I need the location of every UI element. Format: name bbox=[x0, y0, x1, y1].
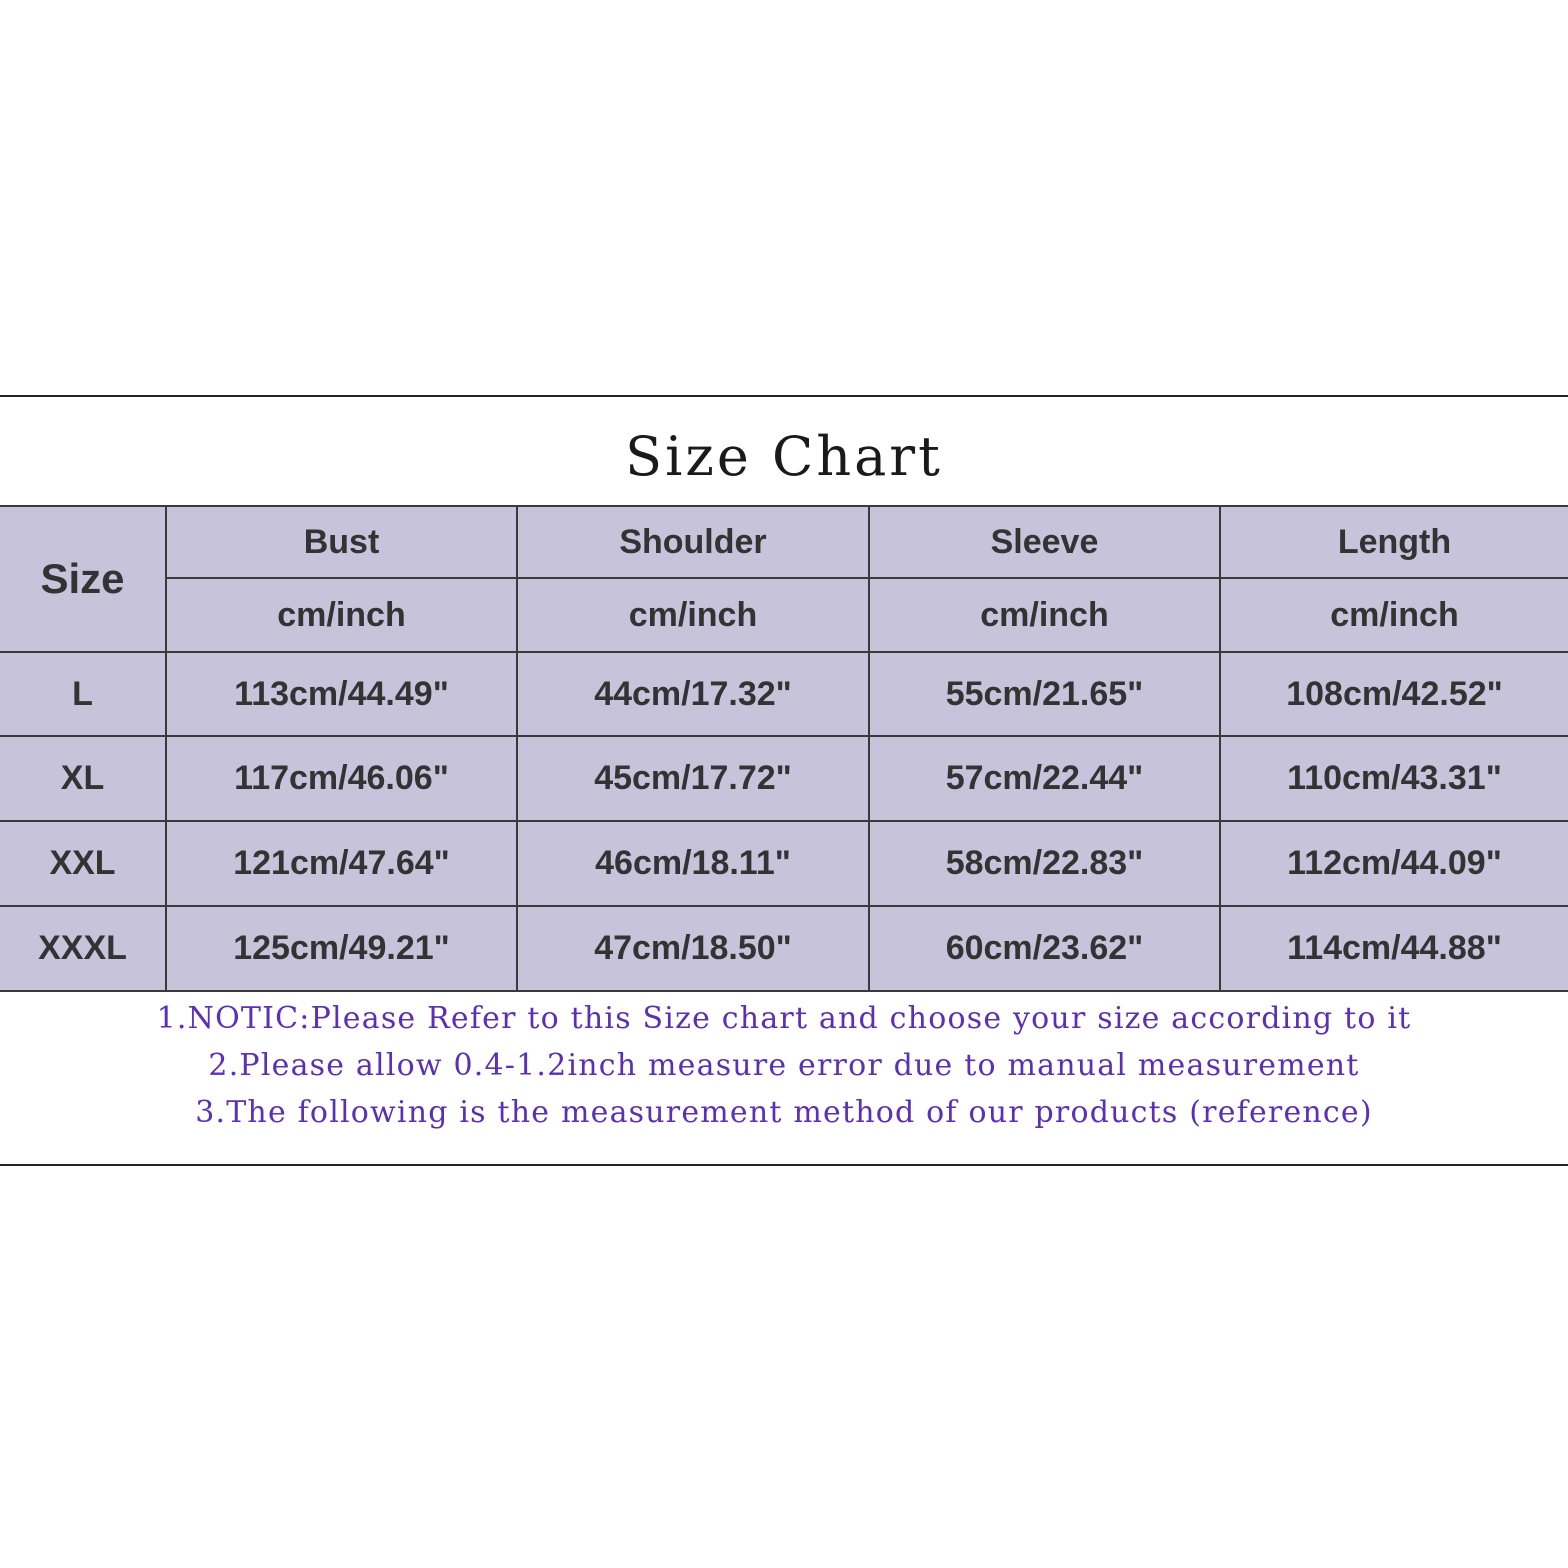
sleeve-value: 58cm/22.83" bbox=[869, 821, 1220, 906]
bust-value: 125cm/49.21" bbox=[166, 906, 517, 991]
bust-value: 117cm/46.06" bbox=[166, 736, 517, 821]
sleeve-value: 55cm/21.65" bbox=[869, 652, 1220, 736]
shoulder-value: 47cm/18.50" bbox=[517, 906, 869, 991]
shoulder-value: 46cm/18.11" bbox=[517, 821, 869, 906]
notes-section bbox=[0, 995, 1568, 1136]
length-value: 108cm/42.52" bbox=[1220, 652, 1568, 736]
note-measurement-method: 3.The following is the measurement method of our products (reference) bbox=[195, 1095, 1373, 1130]
size-cell: XL bbox=[0, 736, 166, 821]
length-value: 110cm/43.31" bbox=[1220, 736, 1568, 821]
sleeve-unit-label: cm/inch bbox=[869, 578, 1220, 652]
size-chart-title: Size Chart bbox=[625, 425, 943, 488]
bust-column-header: Bust bbox=[166, 506, 517, 578]
length-column-header: Length bbox=[1220, 506, 1568, 578]
length-value: 112cm/44.09" bbox=[1220, 821, 1568, 906]
note-measure-error: 2.Please allow 0.4-1.2inch measure error due to manual measurement bbox=[208, 1048, 1360, 1083]
bust-value: 121cm/47.64" bbox=[166, 821, 517, 906]
shoulder-value: 45cm/17.72" bbox=[517, 736, 869, 821]
size-cell: L bbox=[0, 652, 166, 736]
size-cell: XXL bbox=[0, 821, 166, 906]
table-row bbox=[0, 821, 1568, 906]
column-header-row bbox=[0, 506, 1568, 578]
unit-header-row bbox=[0, 578, 1568, 652]
size-chart-panel bbox=[0, 395, 1568, 1166]
size-table bbox=[0, 505, 1568, 992]
length-value: 114cm/44.88" bbox=[1220, 906, 1568, 991]
table-row bbox=[0, 906, 1568, 991]
sleeve-value: 60cm/23.62" bbox=[869, 906, 1220, 991]
shoulder-value: 44cm/17.32" bbox=[517, 652, 869, 736]
sleeve-value: 57cm/22.44" bbox=[869, 736, 1220, 821]
size-column-header: Size bbox=[0, 506, 166, 652]
length-unit-label: cm/inch bbox=[1220, 578, 1568, 652]
bust-unit-label: cm/inch bbox=[166, 578, 517, 652]
shoulder-unit-label: cm/inch bbox=[517, 578, 869, 652]
table-row bbox=[0, 736, 1568, 821]
bust-value: 113cm/44.49" bbox=[166, 652, 517, 736]
table-row bbox=[0, 652, 1568, 736]
sleeve-column-header: Sleeve bbox=[869, 506, 1220, 578]
size-cell: XXXL bbox=[0, 906, 166, 991]
shoulder-column-header: Shoulder bbox=[517, 506, 869, 578]
note-size-reference: 1.NOTIC:Please Refer to this Size chart and choose your size according to it bbox=[156, 1001, 1412, 1036]
